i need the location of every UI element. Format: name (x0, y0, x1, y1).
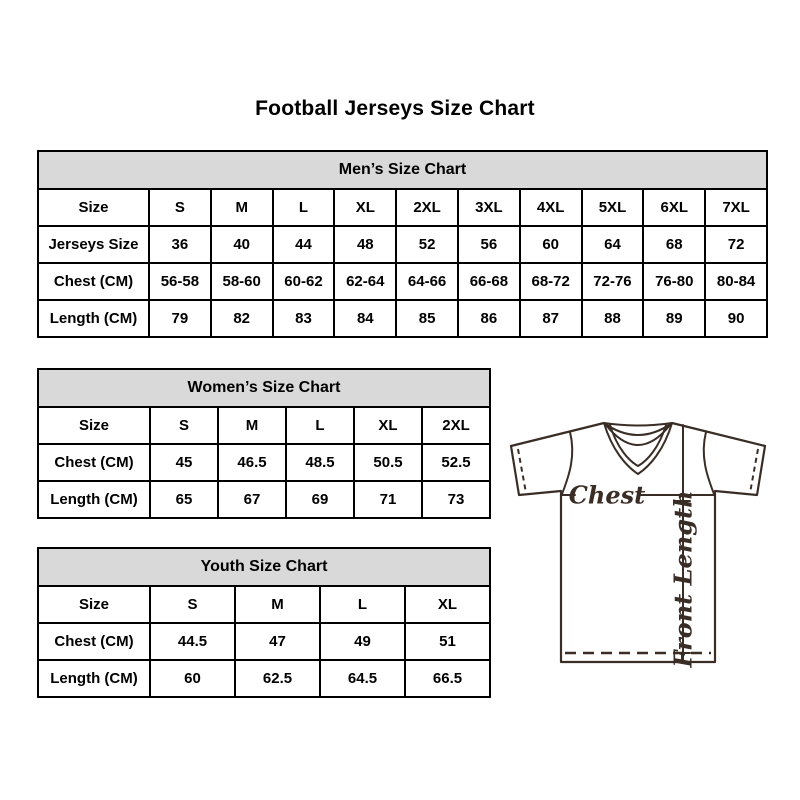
table-row (38, 481, 490, 518)
table-cell: 52 (396, 226, 458, 263)
column-header: S (150, 407, 218, 444)
table-cell: 44 (273, 226, 335, 263)
table-cell: 66-68 (458, 263, 520, 300)
table-cell: 40 (211, 226, 273, 263)
jersey-measurement-diagram (500, 402, 780, 677)
youth-size-table (37, 547, 491, 698)
column-header: 3XL (458, 189, 520, 226)
column-header: L (286, 407, 354, 444)
table-cell: 48 (334, 226, 396, 263)
table-cell: 89 (643, 300, 705, 337)
corner-header: Size (38, 407, 150, 444)
table-cell: 58-60 (211, 263, 273, 300)
column-header: M (218, 407, 286, 444)
table-cell: 64 (582, 226, 644, 263)
jersey-right-cuff-stitch (750, 449, 758, 493)
table-cell: 68 (643, 226, 705, 263)
table-cell: 69 (286, 481, 354, 518)
table-cell: 87 (520, 300, 582, 337)
jersey-collar-top (604, 423, 672, 426)
mens-size-table (37, 150, 768, 338)
table-cell: 56 (458, 226, 520, 263)
column-header: XL (354, 407, 422, 444)
chest-measure-label: Chest (568, 480, 646, 510)
table-cell: 36 (149, 226, 211, 263)
table-cell: 48.5 (286, 444, 354, 481)
row-header: Chest (CM) (38, 263, 149, 300)
front-length-measure-label: Front Length (668, 490, 698, 668)
table-cell: 85 (396, 300, 458, 337)
table-title: Youth Size Chart (38, 548, 490, 586)
table-cell: 65 (150, 481, 218, 518)
jersey-right-armhole (704, 432, 714, 494)
row-header: Jerseys Size (38, 226, 149, 263)
table-cell: 67 (218, 481, 286, 518)
table-cell: 62-64 (334, 263, 396, 300)
table-cell: 72-76 (582, 263, 644, 300)
table-row (38, 300, 767, 337)
table-cell: 47 (235, 623, 320, 660)
column-header: XL (405, 586, 490, 623)
row-header: Length (CM) (38, 481, 150, 518)
table-row (38, 444, 490, 481)
table-cell: 46.5 (218, 444, 286, 481)
table-title-row (38, 151, 767, 189)
table-cell: 83 (273, 300, 335, 337)
table-cell: 76-80 (643, 263, 705, 300)
column-header-row (38, 189, 767, 226)
table-cell: 56-58 (149, 263, 211, 300)
corner-header: Size (38, 189, 149, 226)
column-header: 4XL (520, 189, 582, 226)
column-header: 6XL (643, 189, 705, 226)
row-header: Length (CM) (38, 660, 150, 697)
table-cell: 80-84 (705, 263, 767, 300)
table-cell: 49 (320, 623, 405, 660)
column-header: L (320, 586, 405, 623)
table-row (38, 623, 490, 660)
table-cell: 50.5 (354, 444, 422, 481)
column-header: 5XL (582, 189, 644, 226)
column-header: 7XL (705, 189, 767, 226)
table-cell: 71 (354, 481, 422, 518)
column-header-row (38, 586, 490, 623)
table-cell: 62.5 (235, 660, 320, 697)
column-header: S (150, 586, 235, 623)
page-title: Football Jerseys Size Chart (255, 97, 535, 120)
table-title: Men’s Size Chart (38, 151, 767, 189)
column-header: L (273, 189, 335, 226)
row-header: Chest (CM) (38, 444, 150, 481)
column-header: XL (334, 189, 396, 226)
corner-header: Size (38, 586, 150, 623)
table-cell: 52.5 (422, 444, 490, 481)
jersey-left-shoulder (511, 423, 604, 446)
table-cell: 60-62 (273, 263, 335, 300)
table-cell: 88 (582, 300, 644, 337)
column-header: S (149, 189, 211, 226)
table-cell: 60 (520, 226, 582, 263)
table-row (38, 226, 767, 263)
table-cell: 82 (211, 300, 273, 337)
table-row (38, 660, 490, 697)
column-header: 2XL (396, 189, 458, 226)
table-cell: 90 (705, 300, 767, 337)
table-cell: 64-66 (396, 263, 458, 300)
table-cell: 44.5 (150, 623, 235, 660)
table-title: Women’s Size Chart (38, 369, 490, 407)
table-cell: 73 (422, 481, 490, 518)
row-header: Chest (CM) (38, 623, 150, 660)
table-cell: 45 (150, 444, 218, 481)
table-cell: 79 (149, 300, 211, 337)
table-cell: 84 (334, 300, 396, 337)
column-header: M (235, 586, 320, 623)
table-row (38, 263, 767, 300)
table-title-row (38, 369, 490, 407)
table-cell: 60 (150, 660, 235, 697)
table-cell: 72 (705, 226, 767, 263)
row-header: Length (CM) (38, 300, 149, 337)
womens-size-table (37, 368, 491, 519)
table-cell: 51 (405, 623, 490, 660)
column-header: M (211, 189, 273, 226)
table-cell: 66.5 (405, 660, 490, 697)
jersey-left-cuff-stitch (518, 449, 526, 493)
table-cell: 68-72 (520, 263, 582, 300)
table-cell: 86 (458, 300, 520, 337)
jersey-right-shoulder (672, 423, 765, 446)
column-header-row (38, 407, 490, 444)
table-title-row (38, 548, 490, 586)
table-cell: 64.5 (320, 660, 405, 697)
column-header: 2XL (422, 407, 490, 444)
